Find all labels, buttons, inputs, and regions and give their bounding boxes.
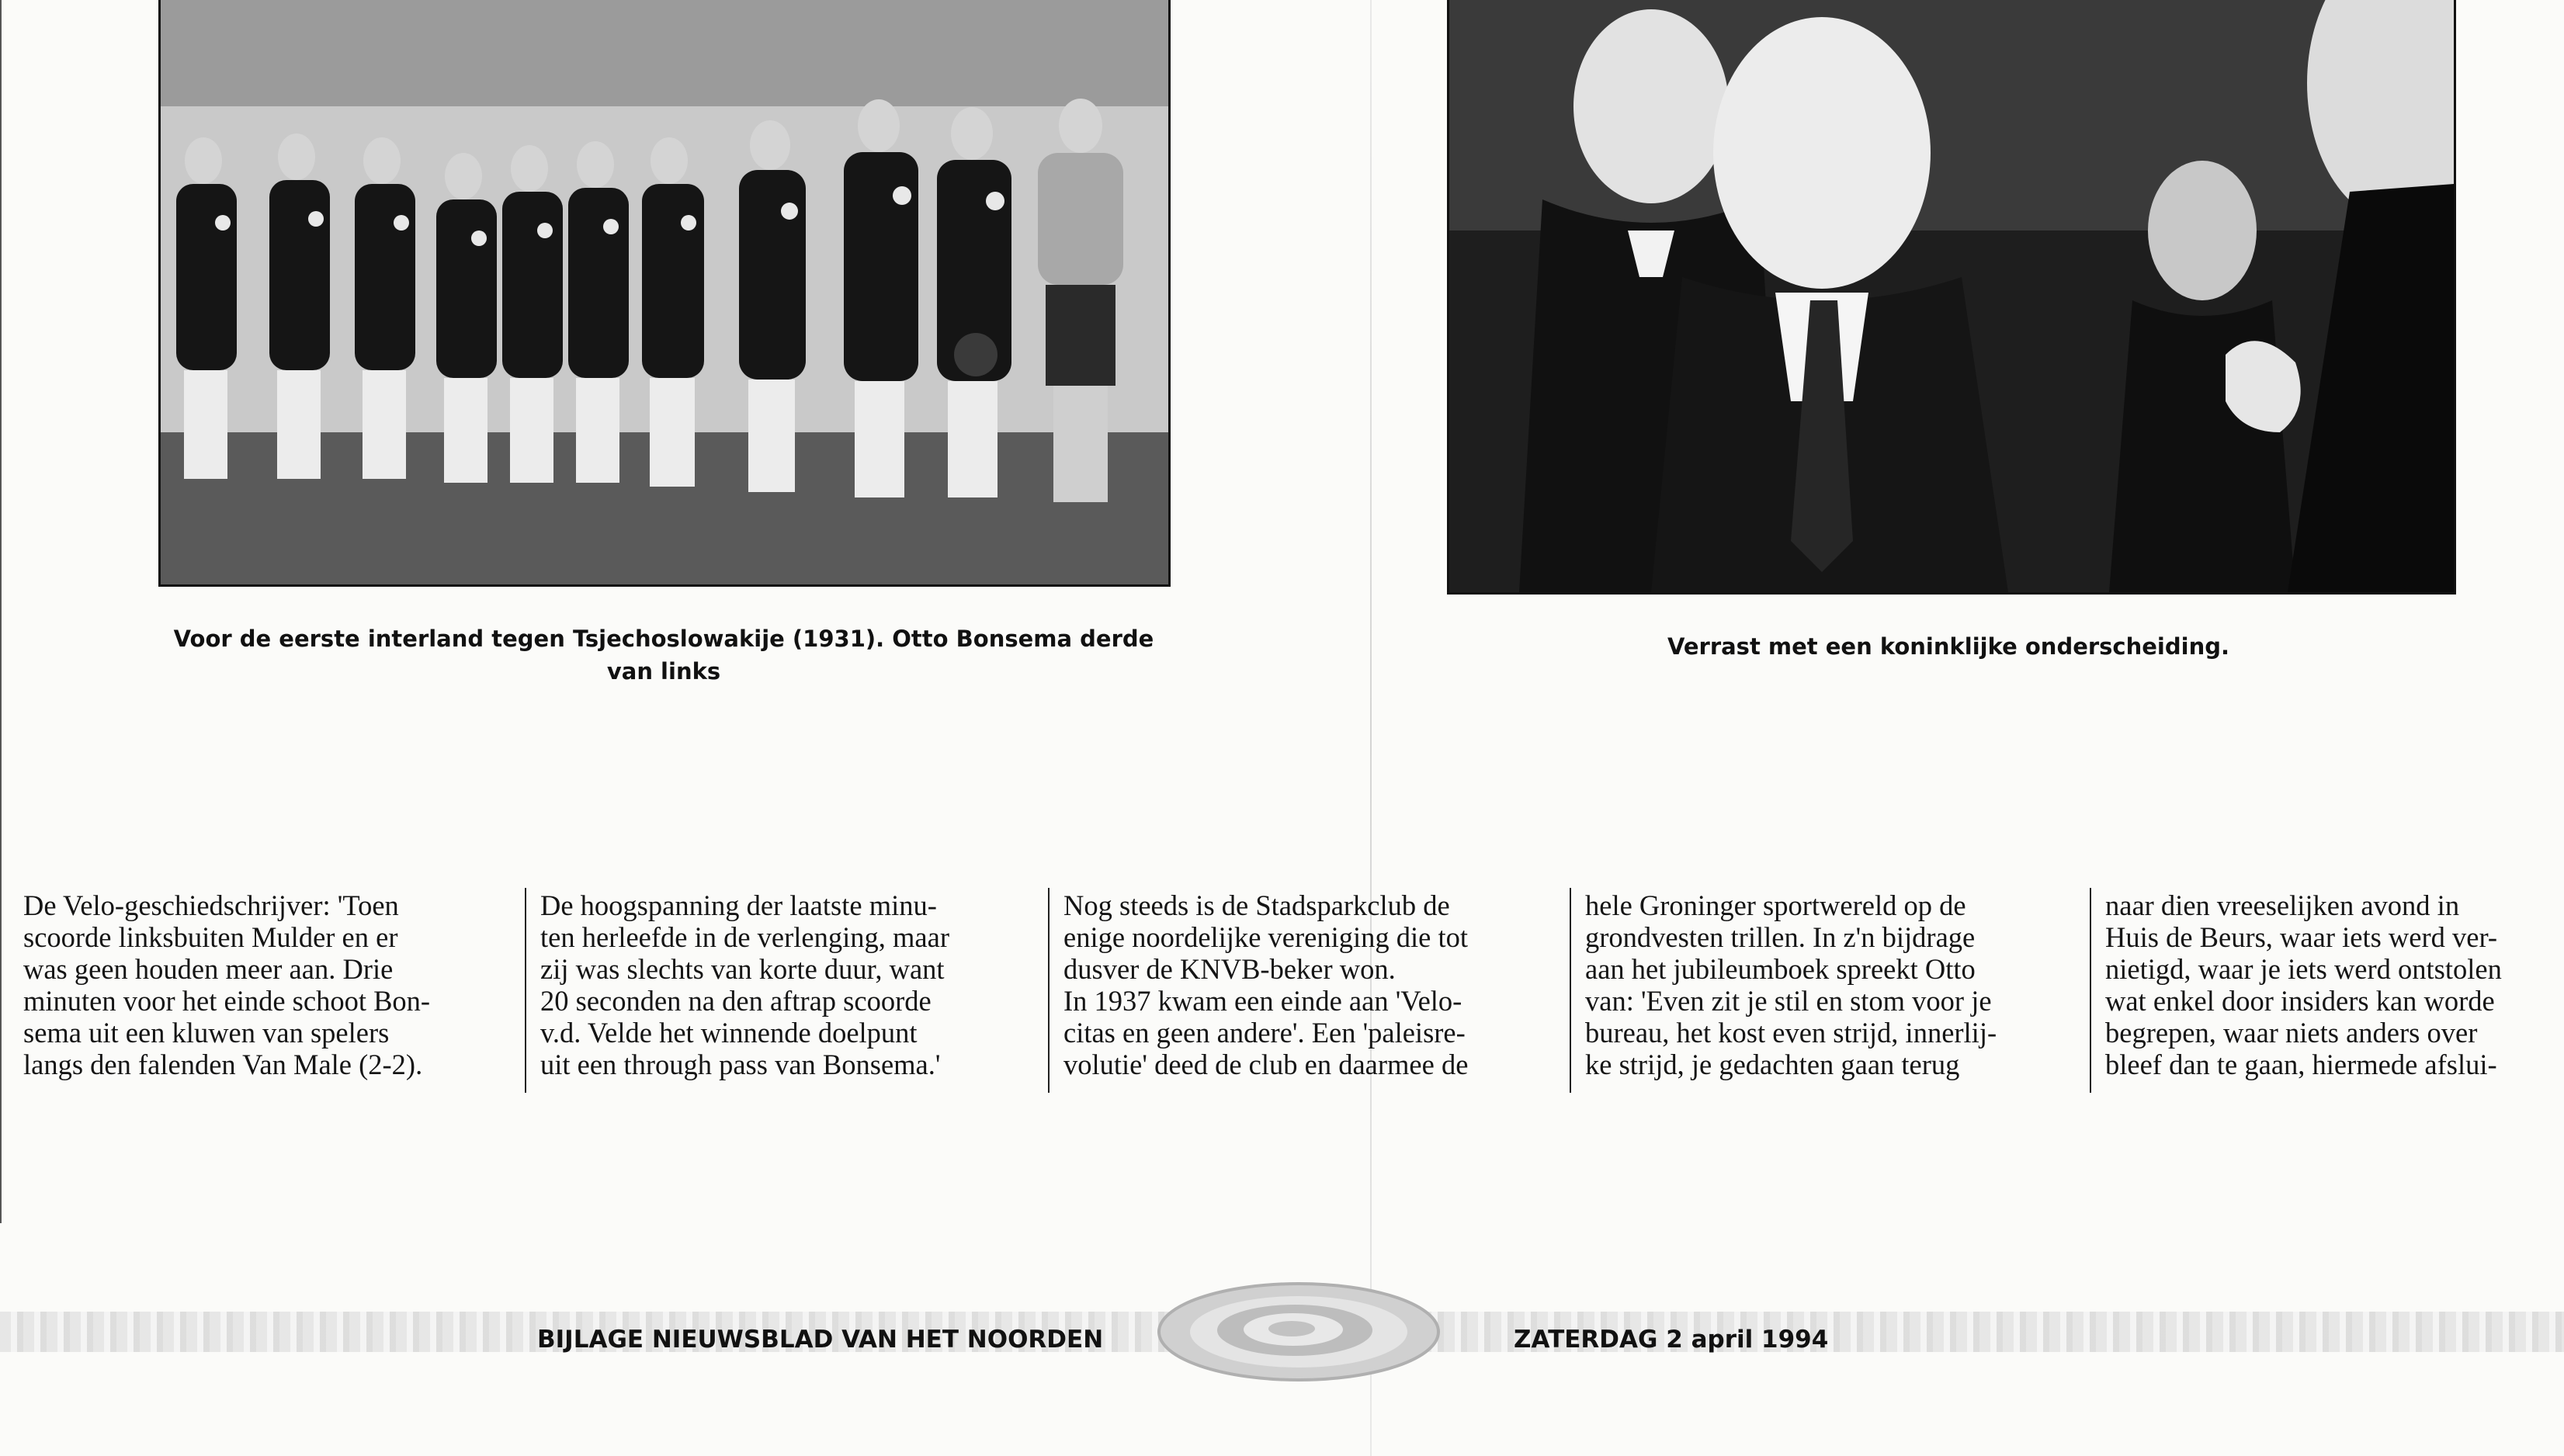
article-column-4 xyxy=(1585,889,2082,1080)
text-line: scoorde linksbuiten Mulder en er xyxy=(23,921,398,953)
spiral-logo-icon xyxy=(1155,1281,1442,1383)
text-line: volutie' deed de club en daarmee de xyxy=(1063,1049,1469,1080)
footer-date: ZATERDAG 2 april 1994 xyxy=(1514,1326,1829,1354)
text-line: ten herleefde in de verlenging, maar xyxy=(540,921,949,953)
column-rule xyxy=(1048,888,1050,1093)
text-line: Huis de Beurs, waar iets werd ver- xyxy=(2105,921,2498,953)
text-line: hele Groninger sportwereld op de xyxy=(1585,889,1966,921)
text-line: grondvesten trillen. In z'n bijdrage xyxy=(1585,921,1976,953)
text-line: In 1937 kwam een einde aan 'Velo- xyxy=(1063,985,1462,1017)
text-line: aan het jubileumboek spreekt Otto xyxy=(1585,953,1976,985)
column-rule xyxy=(525,888,526,1093)
page-fold xyxy=(1370,0,1372,1456)
team-lineup-photo xyxy=(158,0,1171,587)
award-illustration xyxy=(1449,0,2454,592)
left-photo-caption: Voor de eerste interland tegen Tsjechoslowakije (1931). Otto Bonsema derde van links xyxy=(173,626,1154,685)
column-rule xyxy=(2090,888,2091,1093)
text-line: enige noordelijke vereniging die tot xyxy=(1063,921,1468,953)
article-column-5 xyxy=(2105,889,2563,1080)
text-line: was geen houden meer aan. Drie xyxy=(23,953,394,985)
footer-publication: BIJLAGE NIEUWSBLAD VAN HET NOORDEN xyxy=(537,1326,1104,1354)
text-line: v.d. Velde het winnende doelpunt xyxy=(540,1017,918,1049)
text-line: zij was slechts van korte duur, want xyxy=(540,953,945,985)
text-line: uit een through pass van Bonsema.' xyxy=(540,1049,941,1080)
page-left-edge xyxy=(0,0,2,1223)
text-line: sema uit een kluwen van spelers xyxy=(23,1017,390,1049)
team-lineup-illustration xyxy=(161,0,1168,584)
award-photo xyxy=(1447,0,2456,595)
text-line: minuten voor het einde schoot Bon- xyxy=(23,985,431,1017)
column-rule xyxy=(1570,888,1571,1093)
text-line: De Velo-geschiedschrijver: 'Toen xyxy=(23,889,399,921)
text-line: naar dien vreeselijken avond in xyxy=(2105,889,2460,921)
text-line: bureau, het kost even strijd, innerlij- xyxy=(1585,1017,1997,1049)
article-column-2 xyxy=(540,889,1037,1080)
text-line: ke strijd, je gedachten gaan terug xyxy=(1585,1049,1960,1080)
text-line: wat enkel door insiders kan worde xyxy=(2105,985,2495,1017)
article-column-1 xyxy=(23,889,512,1080)
text-line: bleef dan te gaan, hiermede afslui- xyxy=(2105,1049,2497,1080)
text-line: begrepen, waar niets anders over xyxy=(2105,1017,2478,1049)
text-line: 20 seconden na den aftrap scoorde xyxy=(540,985,932,1017)
text-line: langs den falenden Van Male (2-2). xyxy=(23,1049,423,1080)
text-line: Nog steeds is de Stadsparkclub de xyxy=(1063,889,1450,921)
text-line: van: 'Even zit je stil en stom voor je xyxy=(1585,985,1992,1017)
right-photo-caption: Verrast met een koninklijke onderscheiding. xyxy=(1667,633,2229,660)
text-line: De hoogspanning der laatste minu- xyxy=(540,889,937,921)
text-line: dusver de KNVB-beker won. xyxy=(1063,953,1396,985)
article-column-3 xyxy=(1063,889,1553,1080)
text-line: citas en geen andere'. Een 'paleisre- xyxy=(1063,1017,1466,1049)
text-line: nietigd, waar je iets werd ontstolen xyxy=(2105,953,2502,985)
